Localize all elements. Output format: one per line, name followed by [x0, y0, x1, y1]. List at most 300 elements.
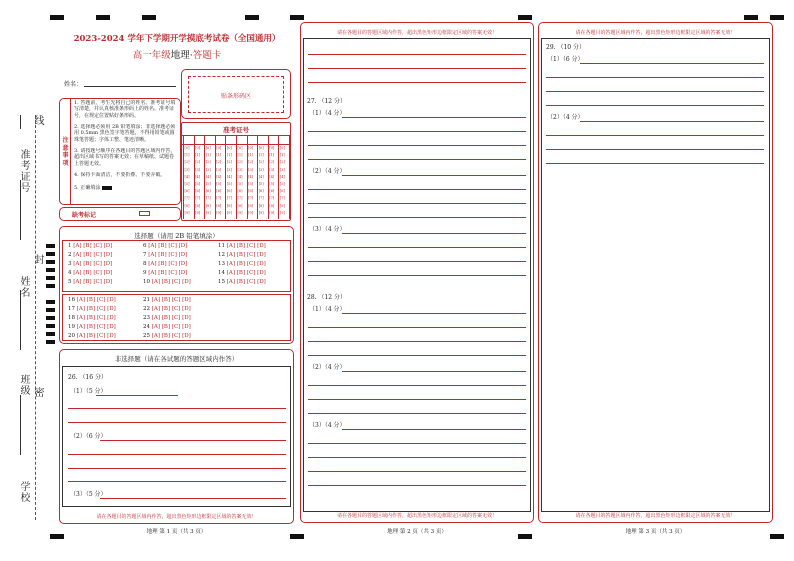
mc-option-bubbles[interactable]: [A] [B] [C] [D] — [151, 324, 191, 330]
mc-question-11[interactable] — [218, 243, 266, 249]
exam-digit-bubble[interactable]: [1] — [237, 153, 243, 158]
notice-item: 2. 选择题必须用 2B 铅笔填涂；非选择题必须用 0.5mm 黑色签字笔答题，不得用铅笔或圆珠笔答题；字体工整、笔迹清晰。 — [74, 124, 176, 143]
exam-digit-bubble[interactable]: [9] — [195, 210, 201, 215]
mc-option-bubbles[interactable]: [A] [B] [C] [D] — [76, 324, 116, 330]
exam-number-side-label: 准考证号 — [20, 150, 31, 194]
exam-digit-bubble[interactable]: [4] — [226, 174, 232, 179]
exam-digit-bubble[interactable]: [3] — [205, 167, 211, 172]
mc-option-bubbles[interactable]: [A] [B] [C] [D] — [76, 297, 116, 303]
mc-question-5[interactable] — [68, 279, 112, 285]
timing-mark — [46, 268, 55, 272]
exam-digit-bubble[interactable]: [3] — [195, 167, 201, 172]
exam-digit-bubble[interactable]: [4] — [248, 174, 254, 179]
mc-option-bubbles[interactable]: [A] [B] [C] [D] — [226, 243, 266, 249]
exam-digit-bubble[interactable]: [8] — [279, 203, 285, 208]
mc-option-bubbles[interactable]: [A] [B] [C] [D] — [148, 270, 188, 276]
answer-line[interactable] — [308, 82, 526, 83]
exam-digit-bubble[interactable]: [8] — [248, 203, 254, 208]
mc-question-number: 7 — [143, 252, 149, 258]
seal-line-mark: 线 — [34, 116, 45, 127]
answer-line[interactable] — [580, 63, 764, 64]
exam-digit-bubble[interactable]: [9] — [248, 210, 254, 215]
mc-question-number: 9 — [143, 270, 149, 276]
answer-line[interactable] — [308, 261, 526, 262]
barcode-area — [188, 76, 284, 113]
answer-line[interactable] — [308, 457, 526, 458]
timing-mark — [142, 15, 156, 20]
exam-digit-bubble[interactable]: [9] — [226, 210, 232, 215]
exam-digit-bubble[interactable]: [3] — [216, 167, 222, 172]
mc-question-25[interactable] — [143, 333, 191, 339]
notice-item: 3. 请按题号顺序在各题目的答题区域内作答，超出区域书写的答案无效；在草稿纸、试题卷上答题无效。 — [74, 148, 176, 167]
exam-digit-bubble[interactable]: [4] — [279, 174, 285, 179]
exam-digit-bubble[interactable]: [5] — [258, 182, 264, 186]
mc-question-number: 17 — [68, 306, 77, 312]
notice-heading-char: 意 — [62, 144, 69, 152]
q27-2-label: （2）（4 分） — [309, 168, 346, 175]
mc-question-number: 13 — [218, 261, 227, 267]
mc-question-number: 8 — [143, 261, 149, 267]
answer-line[interactable] — [308, 54, 526, 55]
exam-number-label: 准考证号 — [223, 126, 249, 134]
exam-digit-bubble[interactable]: [0] — [237, 146, 243, 150]
mc-question-16[interactable] — [68, 297, 116, 303]
exam-digit-bubble[interactable]: [7] — [279, 196, 285, 201]
exam-digit-bubble[interactable]: [5] — [216, 182, 222, 186]
answer-line[interactable] — [308, 413, 526, 414]
mc-question-4[interactable] — [68, 270, 112, 276]
q29-label: 29. （10 分） — [546, 44, 585, 51]
answer-line[interactable] — [342, 117, 526, 118]
mc-question-number: 3 — [68, 261, 74, 267]
mc-question-number: 10 — [143, 279, 152, 285]
mc-question-17[interactable] — [68, 306, 116, 312]
mc-option-bubbles[interactable]: [A] [B] [C] [D] — [151, 333, 191, 339]
mc-question-number: 19 — [68, 324, 77, 330]
mc-question-number: 6 — [143, 243, 149, 249]
answer-line[interactable] — [308, 131, 526, 132]
mc-option-bubbles[interactable]: [A] [B] [C] [D] — [73, 270, 113, 276]
answer-line[interactable] — [308, 189, 526, 190]
notice-heading — [61, 137, 70, 167]
nonmc-title: 非选择题（请在各试题的答题区域内作答） — [114, 355, 239, 363]
timing-mark — [46, 316, 55, 320]
mc-question-number: 14 — [218, 270, 227, 276]
exam-digit-bubble[interactable]: [5] — [184, 182, 190, 186]
exam-digit-bubble[interactable]: [6] — [184, 189, 190, 194]
binding-line — [20, 395, 22, 455]
mc-question-22[interactable] — [143, 306, 191, 312]
answer-line[interactable] — [308, 159, 526, 160]
exam-number-grid — [183, 145, 289, 219]
exam-digit-bubble[interactable]: [1] — [226, 153, 232, 158]
mc-option-bubbles[interactable]: [A] [B] [C] [D] — [73, 279, 113, 285]
notice-item: 4. 保持卡面清洁，不要折叠、不要弄破。 — [74, 172, 166, 178]
q27-3-label: （3）（4 分） — [309, 226, 346, 233]
answer-line[interactable] — [68, 468, 286, 469]
exam-digit-bubble[interactable]: [6] — [258, 189, 264, 194]
mc-option-bubbles[interactable]: [A] [B] [C] [D] — [151, 315, 191, 321]
exam-digit-bubble[interactable]: [5] — [195, 182, 201, 186]
answer-line[interactable] — [308, 443, 526, 444]
exam-digit-bubble[interactable]: [5] — [248, 182, 254, 186]
mc-question-number: 20 — [68, 333, 77, 339]
timing-mark — [46, 252, 55, 256]
answer-line[interactable] — [546, 135, 764, 136]
exam-digit-bubble[interactable]: [0] — [269, 146, 275, 150]
mc-question-18[interactable] — [68, 315, 116, 321]
exam-digit-bubble[interactable]: [5] — [279, 182, 285, 186]
exam-digit-bubble[interactable]: [7] — [205, 196, 211, 201]
timing-mark — [46, 284, 55, 288]
answer-line[interactable] — [580, 121, 764, 122]
area-notice: 请在各题目的答题区域内作答，超出黑色矩形边框限定区域的答案无效！ — [575, 513, 736, 519]
exam-digit-bubble[interactable]: [2] — [216, 160, 222, 165]
answer-line[interactable] — [308, 275, 526, 276]
timing-mark — [290, 15, 304, 20]
exam-digit-bubble[interactable]: [0] — [184, 146, 190, 150]
exam-digit-bubble[interactable]: [3] — [248, 167, 254, 172]
q28-label: 28. （12 分） — [307, 294, 346, 301]
exam-digit-bubble[interactable]: [8] — [237, 203, 243, 208]
timing-mark — [50, 15, 64, 20]
exam-digit-bubble[interactable]: [6] — [226, 189, 232, 194]
timing-mark — [744, 15, 758, 20]
exam-digit-bubble[interactable]: [6] — [279, 189, 285, 194]
q28-2-label: （2）（4 分） — [309, 364, 346, 371]
answer-line[interactable] — [546, 105, 764, 106]
mc-question-number: 23 — [143, 315, 152, 321]
mc-option-bubbles[interactable]: [A] [B] [C] [D] — [151, 279, 191, 285]
mc-option-bubbles[interactable]: [A] [B] [C] [D] — [73, 261, 113, 267]
answer-line[interactable] — [68, 481, 286, 482]
mc-question-number: 4 — [68, 270, 74, 276]
exam-digit-bubble[interactable]: [9] — [205, 210, 211, 215]
exam-digit-bubble[interactable]: [0] — [226, 146, 232, 150]
mc-option-bubbles[interactable]: [A] [B] [C] [D] — [226, 252, 266, 258]
exam-digit-bubble[interactable]: [8] — [226, 203, 232, 208]
q28-3-label: （3）（4 分） — [309, 422, 346, 429]
mc-question-19[interactable] — [68, 324, 116, 330]
mc-question-number: 16 — [68, 297, 77, 303]
timing-mark — [46, 260, 55, 264]
exam-digit-bubble[interactable]: [2] — [195, 160, 201, 165]
exam-digit-bubble[interactable]: [3] — [226, 167, 232, 172]
q29-2-label: （2）（4 分） — [547, 114, 584, 121]
exam-digit-bubble[interactable]: [2] — [205, 160, 211, 165]
exam-digit-bubble[interactable]: [7] — [248, 196, 254, 201]
exam-digit-bubble[interactable]: [4] — [195, 174, 201, 179]
card-subtitle — [62, 47, 292, 61]
exam-digit-bubble[interactable]: [0] — [258, 146, 264, 150]
exam-digit-bubble[interactable]: [2] — [269, 160, 275, 165]
mc-question-number: 15 — [218, 279, 227, 285]
area-notice: 请在各题目的答题区域内作答，超出黑色矩形边框限定区域的答案无效！ — [336, 30, 497, 36]
exam-digit-bubble[interactable]: [4] — [205, 174, 211, 179]
exam-digit-bubble[interactable]: [0] — [195, 146, 201, 150]
mc-question-2[interactable] — [68, 252, 112, 258]
timing-mark — [96, 15, 110, 20]
q26-2-label: （2）（6 分） — [70, 433, 107, 440]
timing-mark — [46, 244, 55, 248]
mc-question-12[interactable] — [218, 252, 266, 258]
binding-line — [20, 290, 22, 350]
exam-digit-bubble[interactable]: [3] — [184, 167, 190, 172]
absent-mark-checkbox[interactable] — [139, 211, 150, 216]
mc-question-number: 11 — [218, 243, 227, 249]
mc-question-7[interactable] — [143, 252, 187, 258]
answer-area-29[interactable] — [541, 38, 770, 512]
mc-question-24[interactable] — [143, 324, 191, 330]
answer-line[interactable] — [68, 422, 286, 423]
answer-line[interactable] — [68, 408, 286, 409]
notice-heading-char: 事 — [62, 152, 69, 159]
q27-1-label: （1）（4 分） — [309, 110, 346, 117]
mc-option-bubbles[interactable]: [A] [B] [C] [D] — [73, 252, 113, 258]
exam-digit-bubble[interactable]: [0] — [279, 146, 285, 150]
exam-digit-bubble[interactable]: [7] — [226, 196, 232, 201]
answer-line[interactable] — [342, 429, 526, 430]
mc-question-20[interactable] — [68, 333, 116, 339]
name-input-line[interactable] — [84, 86, 176, 87]
q26-3-label: （3）（5 分） — [70, 491, 107, 498]
mc-option-bubbles[interactable]: [A] [B] [C] [D] — [226, 270, 266, 276]
answer-line[interactable] — [96, 395, 178, 396]
exam-digit-bubble[interactable]: [3] — [258, 167, 264, 172]
exam-digit-bubble[interactable]: [9] — [237, 210, 243, 215]
mc-question-21[interactable] — [143, 297, 191, 303]
exam-digit-bubble[interactable]: [2] — [237, 160, 243, 165]
notice-item: 1. 答题前，考生先将自己的姓名、准考证号填写清楚，并认真核准条形码上的姓名、准考证号，在规定位置贴好条形码。 — [74, 100, 176, 119]
answer-line[interactable] — [342, 175, 526, 176]
q28-1-label: （1）（4 分） — [309, 306, 346, 313]
answer-line[interactable] — [308, 327, 526, 328]
mc-option-bubbles[interactable]: [A] [B] [C] [D] — [73, 243, 113, 249]
answer-line[interactable] — [308, 247, 526, 248]
mc-question-13[interactable] — [218, 261, 266, 267]
notice-divider — [70, 98, 71, 205]
answer-line[interactable] — [546, 91, 764, 92]
mc-question-number: 2 — [68, 252, 74, 258]
exam-digit-bubble[interactable]: [0] — [248, 146, 254, 150]
exam-digit-bubble[interactable]: [4] — [237, 174, 243, 179]
mc-option-bubbles[interactable]: [A] [B] [C] [D] — [148, 261, 188, 267]
mc-question-number: 21 — [143, 297, 152, 303]
exam-digit-bubble[interactable]: [7] — [269, 196, 275, 201]
exam-digit-bubble[interactable]: [9] — [216, 210, 222, 215]
mc-question-number: 25 — [143, 333, 152, 339]
exam-digit-bubble[interactable]: [6] — [195, 189, 201, 194]
exam-digit-bubble[interactable]: [2] — [248, 160, 254, 165]
exam-digit-bubble[interactable]: [8] — [258, 203, 264, 208]
timing-mark — [245, 15, 259, 20]
mc-option-bubbles[interactable]: [A] [B] [C] [D] — [148, 252, 188, 258]
answer-line[interactable] — [308, 485, 526, 486]
answer-line[interactable] — [342, 371, 526, 372]
exam-digit-bubble[interactable]: [9] — [279, 210, 285, 215]
mc-question-number: 1 — [68, 243, 74, 249]
exam-digit-bubble[interactable]: [1] — [258, 153, 264, 158]
mc-option-bubbles[interactable]: [A] [B] [C] [D] — [226, 261, 266, 267]
answer-line[interactable] — [546, 149, 764, 150]
exam-digit-bubble[interactable]: [4] — [184, 174, 190, 179]
exam-digit-bubble[interactable]: [1] — [216, 153, 222, 158]
mc-question-number: 22 — [143, 306, 152, 312]
seal-line — [35, 115, 37, 520]
notice-list — [74, 100, 178, 191]
exam-digit-bubble[interactable]: [6] — [248, 189, 254, 194]
page-footer-2: 地理 第 2 页（共 3 页） — [387, 529, 447, 535]
exam-digit-bubble[interactable]: [4] — [258, 174, 264, 179]
mc-option-bubbles[interactable]: [A] [B] [C] [D] — [151, 306, 191, 312]
mc-question-14[interactable] — [218, 270, 266, 276]
exam-digit-bubble[interactable]: [7] — [258, 196, 264, 201]
filled-example-icon — [102, 186, 112, 190]
answer-line[interactable] — [308, 217, 526, 218]
page-footer-1: 地理 第 1 页（共 3 页） — [146, 529, 207, 535]
mc-question-10[interactable] — [143, 279, 191, 285]
exam-digit-bubble[interactable]: [2] — [279, 160, 285, 165]
answer-line[interactable] — [546, 163, 764, 164]
exam-digit-bubble[interactable]: [7] — [237, 196, 243, 201]
exam-digit-bubble[interactable]: [7] — [216, 196, 222, 201]
mc-option-bubbles[interactable]: [A] [B] [C] [D] — [151, 297, 191, 303]
binding-line — [20, 115, 22, 129]
mc-option-bubbles[interactable]: [A] [B] [C] [D] — [226, 279, 266, 285]
notice-heading-char: 注 — [62, 137, 69, 144]
exam-digit-bubble[interactable]: [0] — [216, 146, 222, 150]
mc-question-6[interactable] — [143, 243, 187, 249]
exam-digit-bubble[interactable]: [2] — [184, 160, 190, 165]
exam-digit-bubble[interactable]: [6] — [216, 189, 222, 194]
q29-1-label: （1）（6 分） — [547, 56, 584, 63]
card-label: 答题卡 — [192, 50, 222, 61]
subject-label: 地理 — [170, 50, 190, 61]
mc-question-8[interactable] — [143, 261, 187, 267]
mc-option-bubbles[interactable]: [A] [B] [C] [D] — [148, 243, 188, 249]
answer-line[interactable] — [546, 77, 764, 78]
exam-digit-bubble[interactable]: [1] — [195, 153, 201, 158]
exam-digit-bubble[interactable]: [1] — [205, 153, 211, 158]
exam-digit-bubble[interactable]: [6] — [237, 189, 243, 194]
exam-digit-bubble[interactable]: [1] — [269, 153, 275, 158]
exam-digit-bubble[interactable]: [9] — [269, 210, 275, 215]
area-notice: 请在各题目的答题区域内作答，超出黑色矩形边框限定区域的答案无效！ — [96, 514, 257, 520]
exam-digit-bubble[interactable]: [5] — [205, 182, 211, 186]
grade-label: 高一年级 — [132, 50, 171, 61]
answer-line[interactable] — [308, 399, 526, 400]
exam-digit-bubble[interactable]: [7] — [184, 196, 190, 201]
exam-digit-bubble[interactable]: [4] — [216, 174, 222, 179]
mc-question-1[interactable] — [68, 243, 112, 249]
answer-line[interactable] — [308, 203, 526, 204]
q27-label: 27. （12 分） — [307, 98, 346, 105]
answer-line[interactable] — [100, 498, 286, 499]
exam-title: 2023-2024 学年下学期开学摸底考试卷（全国通用） — [73, 34, 281, 44]
exam-digit-bubble[interactable]: [7] — [195, 196, 201, 201]
exam-digit-bubble[interactable]: [2] — [226, 160, 232, 165]
area-notice: 请在各题目的答题区域内作答，超出黑色矩形边框限定区域的答案无效！ — [336, 513, 497, 519]
mc-question-15[interactable] — [218, 279, 266, 285]
exam-digit-bubble[interactable]: [3] — [269, 167, 275, 172]
exam-digit-bubble[interactable]: [0] — [205, 146, 211, 150]
mc-title: 选择题（请用 2B 铅笔填涂） — [134, 232, 219, 240]
answer-line[interactable] — [68, 454, 286, 455]
notice-item-text: 5. 正确填涂 — [74, 185, 101, 191]
q26-label: 26. （16 分） — [68, 374, 107, 381]
answer-line[interactable] — [308, 145, 526, 146]
barcode-label: 贴条形码区 — [220, 93, 251, 100]
answer-line[interactable] — [308, 355, 526, 356]
exam-digit-bubble[interactable]: [9] — [258, 210, 264, 215]
timing-mark — [770, 15, 784, 20]
exam-digit-bubble[interactable]: [6] — [205, 189, 211, 194]
answer-line[interactable] — [308, 341, 526, 342]
name-side-label: 姓名 — [20, 277, 31, 299]
class-side-label: 班级 — [20, 375, 31, 397]
page-footer-3: 地理 第 3 页（共 3 页） — [625, 529, 686, 535]
answer-line[interactable] — [308, 385, 526, 386]
timing-mark — [518, 15, 532, 20]
exam-digit-bubble[interactable]: [4] — [269, 174, 275, 179]
mc-question-9[interactable] — [143, 270, 187, 276]
exam-grid-divider — [289, 135, 290, 219]
binding-line — [20, 180, 22, 240]
mc-option-bubbles[interactable]: [A] [B] [C] [D] — [76, 306, 116, 312]
mc-option-bubbles[interactable]: [A] [B] [C] [D] — [76, 315, 116, 321]
mc-question-number: 24 — [143, 324, 152, 330]
timing-mark — [46, 324, 55, 328]
exam-digit-bubble[interactable]: [1] — [184, 153, 190, 158]
mc-question-23[interactable] — [143, 315, 191, 321]
mc-question-number: 12 — [218, 252, 227, 258]
exam-digit-bubble[interactable]: [9] — [184, 210, 190, 215]
answer-line[interactable] — [308, 68, 526, 69]
mc-question-3[interactable] — [68, 261, 112, 267]
exam-digit-bubble[interactable]: [3] — [279, 167, 285, 172]
exam-digit-bubble[interactable]: [8] — [205, 203, 211, 208]
exam-digit-bubble[interactable]: [1] — [279, 153, 285, 158]
exam-digit-bubble[interactable]: [8] — [269, 203, 275, 208]
exam-digit-bubble[interactable]: [8] — [195, 203, 201, 208]
mc-grid — [62, 240, 291, 341]
mc-question-number: 18 — [68, 315, 77, 321]
exam-digit-bubble[interactable]: [5] — [226, 182, 232, 186]
exam-digit-bubble[interactable]: [5] — [269, 182, 275, 186]
absent-mark-label: 缺考标记 — [72, 212, 97, 219]
answer-line[interactable] — [342, 313, 526, 314]
exam-digit-bubble[interactable]: [3] — [237, 167, 243, 172]
mc-option-bubbles[interactable]: [A] [B] [C] [D] — [76, 333, 116, 339]
notice-item — [74, 185, 178, 191]
binding-strip — [6, 20, 50, 530]
mc-question-number: 5 — [68, 279, 74, 285]
exam-digit-bubble[interactable]: [8] — [216, 203, 222, 208]
subtitle-dot: · — [189, 50, 193, 61]
exam-digit-bubble[interactable]: [5] — [237, 182, 243, 186]
exam-digit-bubble[interactable]: [2] — [258, 160, 264, 165]
exam-digit-bubble[interactable]: [6] — [269, 189, 275, 194]
exam-digit-bubble[interactable]: [1] — [248, 153, 254, 158]
school-side-label: 学校 — [20, 482, 31, 504]
exam-digit-bubble[interactable]: [8] — [184, 203, 190, 208]
notice-heading-char: 项 — [62, 159, 69, 167]
answer-line[interactable] — [342, 233, 526, 234]
answer-line[interactable] — [308, 471, 526, 472]
timing-mark — [46, 332, 55, 336]
answer-line[interactable] — [100, 440, 286, 441]
timing-mark — [46, 276, 55, 280]
